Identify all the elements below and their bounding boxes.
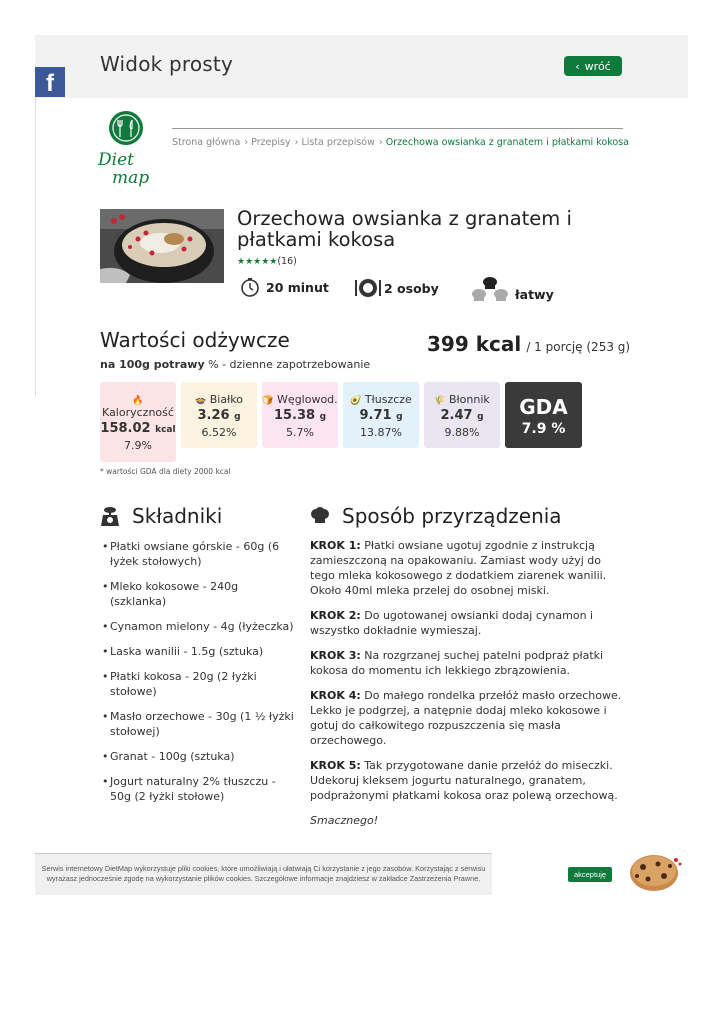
nutrient-percent: 13.87% (360, 426, 402, 439)
page-title: Widok prosty (100, 52, 233, 76)
portion-kcal-value: 399 kcal (427, 332, 522, 356)
nutrient-label: Węglowod. (277, 393, 338, 406)
ingredients-heading (100, 504, 222, 528)
grain-icon: 🌾 (434, 396, 446, 406)
recipe-photo (100, 209, 224, 283)
nutrient-value: 2.47 (440, 408, 473, 423)
preparation-heading (310, 504, 562, 528)
nutrient-value: 15.38 (273, 408, 316, 423)
nutrition-subtitle (100, 358, 370, 371)
step-label: KROK 1: (310, 539, 361, 552)
list-item: • Masło orzechowe - 30g (1 ½ łyżki stołowej) (100, 709, 295, 739)
fire-icon: 🔥 (132, 396, 144, 406)
breadcrumb-divider (172, 128, 623, 129)
nutrient-protein (181, 382, 257, 448)
nutrient-unit: g (477, 412, 484, 422)
nutrient-label: Kaloryczność (102, 406, 174, 419)
portion-kcal (427, 332, 630, 356)
list-item: • Płatki owsiane górskie - 60g (6 łyżek stołowych) (100, 539, 295, 569)
plate-icon (354, 277, 382, 299)
breadcrumb-current[interactable]: Orzechowa owsianka z granatem i płatkami kokosa (385, 137, 629, 148)
list-item: • Cynamon mielony - 4g (łyżeczka) (100, 619, 295, 634)
cookie-banner (35, 853, 492, 895)
step-text: Do małego rondelka przełóż masło orzechowe. Lekko je podgrzej, a natępnie dodaj mleko kokosowe i gotuj do całkowitego rozpuszczenia się masła orzechowego. (310, 689, 622, 747)
list-item: • Płatki kokosa - 20g (2 łyżki stołowe) (100, 669, 295, 699)
gda-box (505, 382, 582, 448)
difficulty (471, 273, 554, 303)
step-label: KROK 3: (310, 649, 361, 662)
nutrition-title: Wartości odżywcze (100, 328, 290, 352)
nutrient-percent: 7.9% (124, 439, 152, 452)
gda-value: 7.9 % (521, 421, 566, 437)
breadcrumb (172, 137, 629, 148)
breadcrumb-recipe-list[interactable]: Lista przepisów (301, 137, 375, 148)
cookie-text: Serwis internetowy DietMap wykorzystuje pliki cookies, które umożliwiają i ułatwiają Ci korzystanie z jego zasobów. Korzystając z serwisu wyrażasz jednocześnie zgodę na wykorzystanie plików cookies. Szczegółowe informacje znajdziesz w zakładce Zastrzeżenia Prawne. (41, 864, 486, 883)
svg-text:map: map (112, 168, 150, 188)
avocado-icon: 🥑 (350, 396, 362, 406)
chevron-right-icon: › (378, 137, 383, 148)
cookie-image (628, 852, 684, 892)
breadcrumb-home[interactable]: Strona główna (172, 137, 241, 148)
closing-text: Smacznego! (310, 814, 379, 827)
preparation-steps (310, 538, 625, 838)
nutrient-fiber (424, 382, 500, 448)
nutrient-unit: g (319, 412, 327, 422)
step-label: KROK 2: (310, 609, 361, 622)
step-text: Tak przygotowane danie przełóż do miseczki. Udekoruj kleksem jogurtu naturalnego, granatem, podprażonymi płatkami kokosa oraz polewą orzechową. (310, 759, 618, 802)
step-label: KROK 4: (310, 689, 361, 702)
bread-icon: 🍞 (262, 396, 274, 406)
step-text: Płatki owsiane ugotuj zgodnie z instrukcją zamieszczoną na opakowaniu. Zamiast wody użyj do tego mleka kokosowego z dodatkiem ziarenek wanilii. Około 40ml mleka przelej do osobnej miski. (310, 539, 607, 597)
kitchen-scale-icon (100, 505, 120, 527)
svg-text:Diet: Diet (98, 150, 134, 170)
back-button[interactable] (564, 56, 622, 76)
nutrient-percent: 6.52% (201, 426, 237, 439)
list-item: • Mleko kokosowe - 240g (szklanka) (100, 579, 295, 609)
chevron-right-icon: › (294, 137, 299, 148)
step-2 (310, 608, 625, 638)
nutrient-carbs (262, 382, 338, 448)
preparation-title: Sposób przyrządzenia (342, 504, 562, 528)
nutrient-fat (343, 382, 419, 448)
daily-need-note: % - dzienne zapotrzebowanie (208, 358, 371, 371)
bowl-icon: 🍲 (195, 396, 207, 406)
step-text: Na rozgrzanej suchej patelni podpraż płatki kokosa do momentu ich lekkiego zbrązowienia. (310, 649, 604, 677)
step-5 (310, 758, 625, 803)
rating-count: (16) (277, 256, 297, 267)
portion-size: / 1 porcję (253 g) (526, 340, 631, 354)
prep-time (240, 277, 329, 297)
servings (354, 277, 439, 299)
step-4 (310, 688, 625, 748)
nutrient-percent: 9.88% (444, 426, 480, 439)
nutrient-calories (100, 382, 176, 462)
chef-hats-icon (471, 273, 509, 303)
nutrient-value: 158.02 (100, 421, 151, 436)
gda-footnote: * wartości GDA dla diety 2000 kcal (100, 467, 231, 476)
nutrient-unit: kcal (155, 425, 176, 435)
nutrient-label: Tłuszcze (364, 393, 412, 406)
list-item: • Granat - 100g (sztuka) (100, 749, 295, 764)
divider (35, 98, 36, 396)
step-text: Do ugotowanej owsianki dodaj cynamon i wszystko dokładnie wymieszaj. (310, 609, 594, 637)
step-label: KROK 5: (310, 759, 361, 772)
gda-label: GDA (519, 395, 568, 419)
nutrient-unit: g (234, 412, 241, 422)
facebook-icon[interactable]: f (35, 67, 65, 97)
dietmap-logo[interactable] (98, 110, 164, 188)
clock-icon (240, 277, 260, 297)
back-button-label: wróć (584, 59, 611, 73)
difficulty-value: łatwy (515, 286, 554, 302)
ingredients-list (100, 539, 295, 814)
step-1 (310, 538, 625, 598)
chevron-left-icon: ‹ (575, 59, 580, 73)
prep-time-value: 20 minut (266, 279, 329, 295)
step-3 (310, 648, 625, 678)
chef-hat-icon (310, 507, 330, 525)
list-item: • Laska wanilii - 1.5g (sztuka) (100, 644, 295, 659)
nutrient-value: 3.26 (197, 408, 230, 423)
list-item: • Jogurt naturalny 2% tłuszczu - 50g (2 łyżki stołowe) (100, 774, 295, 804)
per-100g-label: na 100g potrawy (100, 358, 205, 371)
ingredients-title: Składniki (132, 504, 223, 528)
chevron-right-icon: › (244, 137, 249, 148)
accept-cookies-button[interactable]: akceptuję (568, 867, 612, 882)
nutrient-unit: g (396, 412, 403, 422)
nutrient-label: Białko (209, 393, 243, 406)
nutrient-label: Błonnik (448, 393, 490, 406)
nutrient-percent: 5.7% (286, 426, 314, 439)
breadcrumb-recipes[interactable]: Przepisy (251, 137, 291, 148)
servings-value: 2 osoby (384, 280, 439, 296)
rating[interactable] (237, 256, 297, 267)
recipe-title: Orzechowa owsianka z granatem i płatkami kokosa (237, 207, 572, 251)
star-icons[interactable]: ★★★★★ (237, 257, 278, 267)
nutrient-value: 9.71 (359, 408, 392, 423)
